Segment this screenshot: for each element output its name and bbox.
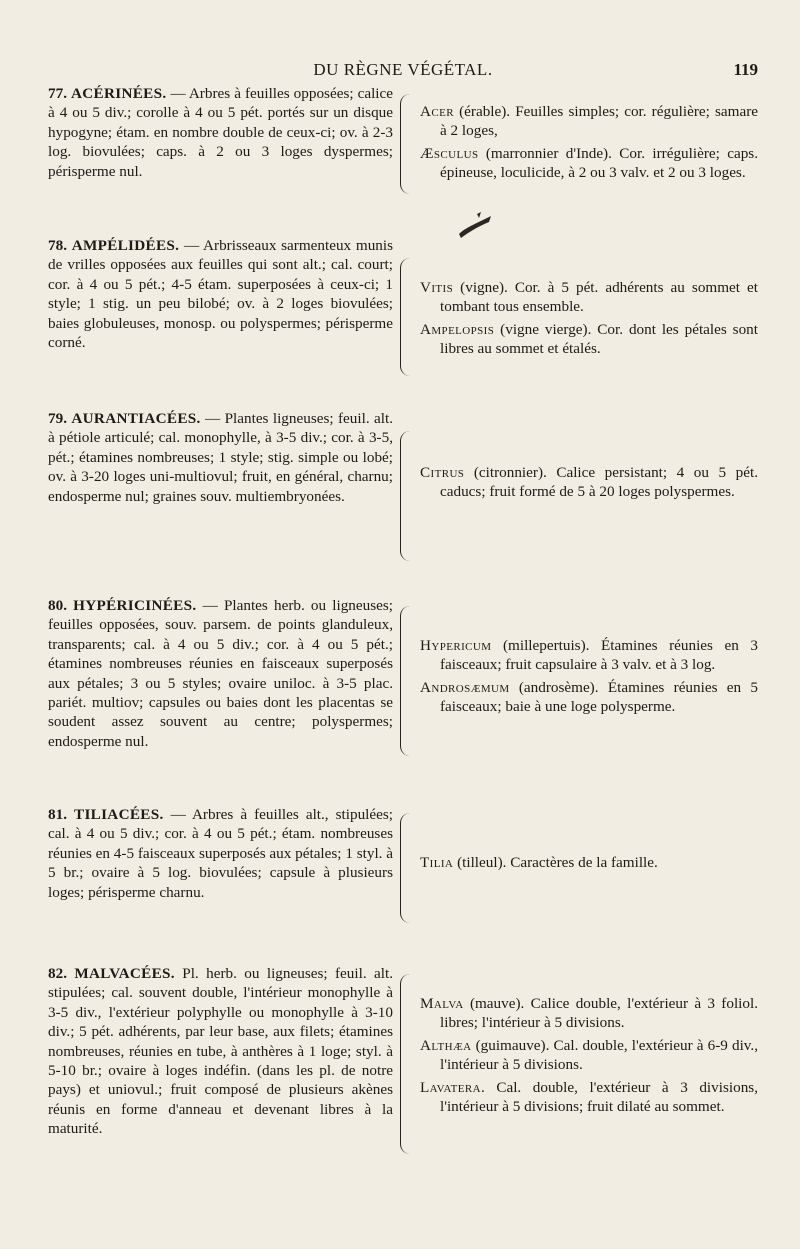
genus-entry [420, 463, 758, 502]
brace [400, 431, 415, 561]
genus-text: (citronnier). Calice persistant; 4 ou 5 pét. caducs; fruit formé de 5 à 20 loges polyspermes. [440, 464, 758, 501]
family-number: 81. [48, 806, 67, 823]
genus-name: Æsculus [420, 144, 479, 162]
genera-list [420, 102, 758, 186]
genus-text: (guimauve). Cal. double, l'extérieur à 6-9 div., l'intérieur à 5 divisions. [440, 1036, 758, 1074]
family-number: 80. [48, 597, 67, 614]
family-description-block [48, 84, 393, 181]
genus-entry [420, 1078, 758, 1117]
genus-name: Ampelopsis [420, 320, 495, 338]
genera-list [420, 636, 758, 720]
genus-entry [420, 144, 758, 183]
genus-entry [420, 278, 758, 317]
family-description: — Arbres à feuilles opposées; calice à 4 ou 5 div.; corolle à 4 ou 5 pét. portés sur un disque hypogyne; étam. en nombre double de ceux-ci; ov. à 2-3 log. biovulées; caps. à 2 ou 3 loges dyspermes; périsperme nul. [48, 85, 394, 180]
family-name: TILIACÉES. [74, 806, 164, 823]
genus-entry [420, 994, 758, 1033]
genus-entry [420, 636, 758, 675]
family-description-block [48, 805, 393, 902]
genus-entry [420, 102, 758, 141]
family-name: HYPÉRICINÉES. [73, 597, 197, 614]
genus-entry [420, 678, 758, 717]
genus-text: (tilleul). Caractères de la famille. [453, 854, 658, 871]
genus-text: . Cal. double, l'extérieur à 3 divisions, l'intérieur à 5 divisions; fruit dilaté au sommet. [440, 1078, 758, 1116]
brace [400, 813, 415, 923]
genus-name: Citrus [420, 464, 465, 481]
family-description-block [48, 964, 393, 1139]
family-name: ACÉRINÉES. [71, 85, 167, 102]
genus-name: Althæa [420, 1036, 472, 1054]
genera-list [420, 853, 758, 875]
family-name: MALVACÉES. [74, 965, 175, 982]
genera-list [420, 463, 758, 505]
genus-name: Androsæmum [420, 678, 510, 696]
genus-text: (vigne vierge). Cor. dont les pétales sont libres au sommet et étalés. [440, 320, 758, 358]
family-description: — Plantes ligneuses; feuil. alt. à pétiole articulé; cal. monophylle, à 3-5 div.; cor. à 3-5, pét.; étamines nombreuses; 1 style; stig. simple ou lobé; ov. à 3-20 loges uni-multiovul; fruit, en général, charnu; endosperme nul; graines souv. multiembryonées. [48, 410, 393, 505]
brace [400, 606, 415, 756]
family-name: AURANTIACÉES. [71, 410, 201, 427]
family-description-block [48, 409, 393, 506]
family-description: Pl. herb. ou ligneuses; feuil. alt. stipulées; cal. souvent double, l'intérieur monophylle à 3-5 div., l'extérieur polyphylle ou monophylle à 3-10 div.; 5 pét. adhérents, par leur base, aux filets; étamines nombreuses, réunies en tube, à anthères à 1 loge; styl. à 5-10 br.; ovaire à loges indéfin. (dans les pl. de notre pays) et uniovul.; fruit composé de plusieurs akènes réunis en forme d'anneau et devenant libres à la maturité. [48, 965, 393, 1138]
page-number: 119 [733, 60, 758, 79]
family-number: 78. [48, 237, 67, 254]
brace [400, 974, 415, 1154]
genus-entry [420, 853, 758, 872]
genus-text: (marronnier d'Inde). Cor. irrégulière; caps. épineuse, loculicide, à 2 ou 3 valv. et 2 ou 3 loges. [440, 144, 758, 182]
family-description-block [48, 596, 393, 751]
family-number: 82. [48, 965, 67, 982]
family-description-block [48, 236, 393, 352]
genus-name: Vitis [420, 279, 454, 296]
genus-text: (mauve). Calice double, l'extérieur à 3 foliol. libres; l'intérieur à 5 divisions. [440, 995, 758, 1032]
family-name: AMPÉLIDÉES. [71, 237, 180, 254]
genus-name: Hypericum [420, 637, 492, 654]
genus-entry [420, 1036, 758, 1075]
genus-name: Acer [420, 103, 454, 120]
genus-name: Lavatera [420, 1078, 481, 1096]
ink-mark-ornament [455, 210, 495, 240]
family-number: 79. [48, 410, 67, 427]
genera-list [420, 994, 758, 1119]
genus-name: Tilia [420, 854, 454, 871]
genus-text: (millepertuis). Étamines réunies en 3 faisceaux; fruit capsulaire à 3 valv. et à 3 log. [440, 637, 758, 674]
running-title: DU RÈGNE VÉGÉTAL. [313, 60, 493, 79]
family-description: — Plantes herb. ou ligneuses; feuilles opposées, souv. parsem. de points glanduleux, transparents; cal. à 4 ou 5 div.; cor. à 4 ou 5 pét.; étamines nombreuses réunies en faisceaux superposés aux pétales; 3 ou 5 styles; ovaire uniloc. à 3-5 plac. pariét. multiov; capsules ou baies dont les placentas se soudent assez souvent au centre; polyspermes; endosperme nul. [48, 597, 393, 750]
brace [400, 94, 415, 194]
genus-text: (vigne). Cor. à 5 pét. adhérents au sommet et tombant tous ensemble. [440, 279, 758, 316]
family-number: 77. [48, 85, 67, 102]
family-description: — Arbres à feuilles alt., stipulées; cal. à 4 ou 5 div.; cor. à 4 ou 5 pét.; étam. nombreuses réunies en 4-5 faisceaux superposés aux pétales; 1 styl. à 5 br.; ovaire à 5 log. biovulées; capsule à plusieurs loges; périsperme charnu. [48, 806, 393, 901]
family-description: — Arbrisseaux sarmenteux munis de vrilles opposées aux feuilles qui sont alt.; cal. court; cor. à 4 ou 5 pét.; 4-5 étam. superposées à ceux-ci; 1 style; 1 stig. un peu bilobé; ov. à 2 loges biovulées; baies globuleuses, monosp. ou polyspermes; périsperme corné. [48, 237, 394, 352]
genus-text: (androsème). Étamines réunies en 5 faisceaux; baie à une loge polysperme. [440, 678, 758, 716]
brace [400, 258, 415, 376]
genus-text: (érable). Feuilles simples; cor. régulière; samare à 2 loges, [440, 103, 758, 140]
genus-name: Malva [420, 995, 464, 1012]
genus-entry [420, 320, 758, 359]
genera-list [420, 278, 758, 362]
